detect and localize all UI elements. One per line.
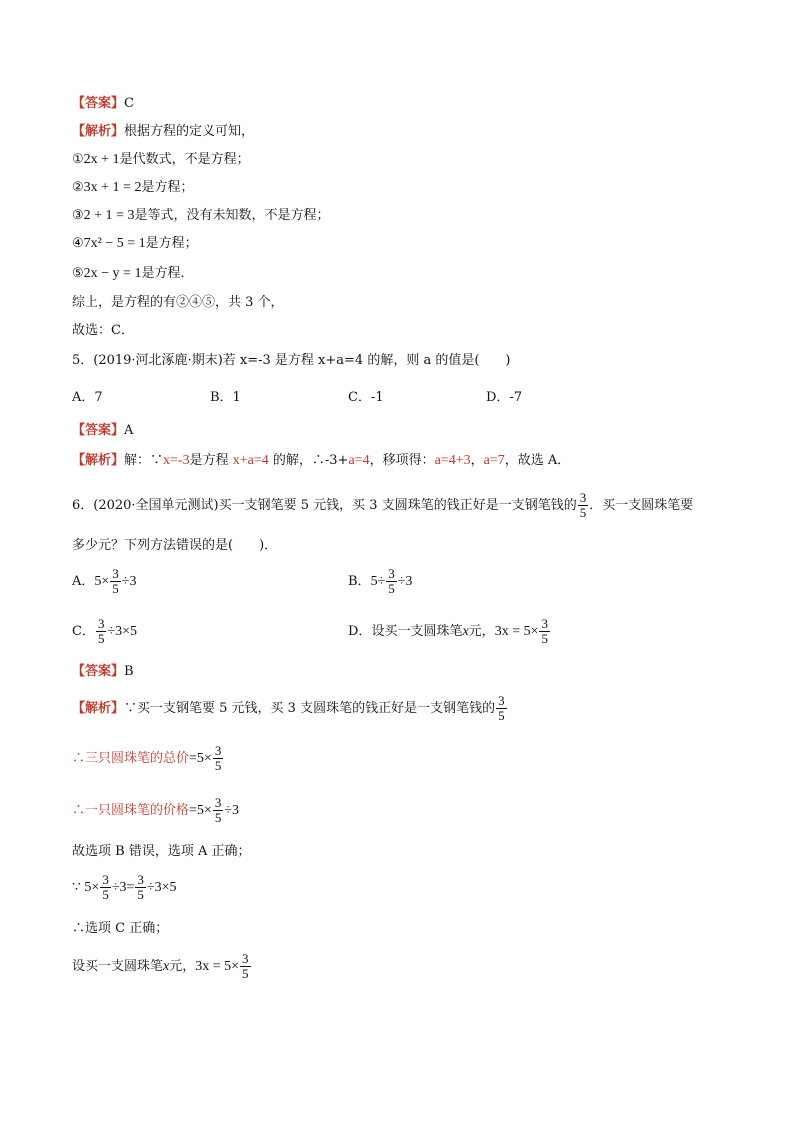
fraction <box>386 567 397 596</box>
item-text: 是代数式，不是方程； <box>119 152 250 167</box>
option-expr: ÷3 <box>397 574 413 589</box>
fraction <box>110 567 121 596</box>
analysis-expr: a=4 <box>348 453 370 468</box>
option-label: C． <box>72 624 95 639</box>
option-expr: 3x = 5× <box>494 624 539 639</box>
fraction-numerator: 3 <box>102 872 109 887</box>
fraction-numerator: 3 <box>242 951 249 966</box>
q6-option-d <box>348 615 551 649</box>
q5-answer-line <box>72 422 133 440</box>
item-text: 是方程． <box>141 266 194 281</box>
fraction <box>539 617 550 646</box>
analysis-expr: =5× <box>189 751 212 766</box>
q6-analysis-6: ∴选项 C 正确； <box>72 921 169 936</box>
analysis-text: 是方程 <box>189 453 233 468</box>
q4-answer-line <box>72 95 134 113</box>
item-marker: ④ <box>72 236 84 251</box>
analysis-expr: =5× <box>189 803 212 818</box>
fraction-numerator: 3 <box>498 693 505 708</box>
fraction-denominator: 5 <box>579 505 587 520</box>
q6-analysis-4: 故选项 B 错误，选项 A 正确； <box>72 844 251 859</box>
q6-analysis-2 <box>72 742 224 776</box>
fraction-numerator: 3 <box>388 566 395 581</box>
analysis-var: x <box>163 959 170 974</box>
fraction <box>213 744 224 773</box>
fraction-numerator: 3 <box>541 616 548 631</box>
answer-tag: 【答案】 <box>72 423 125 438</box>
fraction-numerator: 3 <box>97 616 105 631</box>
fraction-denominator: 5 <box>97 631 105 646</box>
fraction-denominator: 5 <box>102 887 109 902</box>
fraction-denominator: 5 <box>214 758 222 773</box>
option-expr: 5× <box>94 574 110 589</box>
q4-item-5 <box>72 265 193 283</box>
fraction <box>100 873 111 902</box>
item-expression: 2 + 1 = 3 <box>83 208 135 223</box>
option-text: 设买一支圆珠笔 <box>371 624 463 639</box>
analysis-text: 解：∵ <box>124 453 164 468</box>
answer-value: B <box>124 664 134 679</box>
item-expression: 2x − y = 1 <box>83 266 142 281</box>
analysis-text: ∴一只圆珠笔的价格 <box>72 803 190 818</box>
answer-tag: 【答案】 <box>72 664 125 679</box>
q4-item-1 <box>72 151 250 169</box>
q5-stem: 5．(2019·河北涿鹿·期末)若 x=-3 是方程 x+a=4 的解，则 a 的值是( ) <box>72 353 511 368</box>
analysis-expr: a=7 <box>483 453 505 468</box>
option-expr: ÷3×5 <box>107 624 138 639</box>
analysis-text: 设买一支圆珠笔 <box>72 959 164 974</box>
q5-option-c: C．-1 <box>348 390 384 405</box>
fraction-denominator: 5 <box>388 581 395 596</box>
analysis-intro-text: 根据方程的定义可知， <box>124 124 255 139</box>
analysis-text: 的解，∴-3+ <box>268 453 349 468</box>
fraction-denominator: 5 <box>541 631 548 646</box>
q6-stem-line1 <box>72 489 693 523</box>
q6-analysis-7 <box>72 950 252 984</box>
fraction-numerator: 3 <box>137 872 144 887</box>
fraction <box>96 617 107 646</box>
analysis-text: ，故选 A． <box>504 453 571 468</box>
analysis-expr: ÷3×5 <box>146 880 177 895</box>
item-expression: 7x² − 5 = 1 <box>83 236 146 251</box>
answer-value: C <box>124 96 134 111</box>
option-label: D． <box>348 624 372 639</box>
q5-option-d: D．-7 <box>486 390 523 405</box>
analysis-expr: ∵ 5× <box>72 880 100 895</box>
analysis-text: ，移项得： <box>369 453 435 468</box>
option-expr: ÷3 <box>121 574 137 589</box>
stem-text: ．买一支圆珠笔要 <box>589 498 694 513</box>
stem-text: 6．(2020·全国单元测试)买一支钢笔要 5 元钱，买 3 支圆珠笔的钱正好是一支钢笔钱的 <box>72 498 577 513</box>
analysis-text: 元， <box>169 959 196 974</box>
analysis-expr: 3x = 5× <box>195 959 240 974</box>
option-text: 元， <box>468 624 495 639</box>
analysis-expr: ÷3 <box>224 803 239 818</box>
q6-option-a <box>72 565 136 599</box>
option-label: A． <box>72 574 95 589</box>
analysis-text: ∴三只圆珠笔的总价 <box>72 751 190 766</box>
q4-item-2 <box>72 179 193 197</box>
fraction-numerator: 3 <box>112 566 119 581</box>
fraction <box>240 952 251 981</box>
q6-answer-line <box>72 663 134 681</box>
fraction <box>135 873 146 902</box>
q4-item-4 <box>72 235 198 253</box>
item-marker: ⑤ <box>72 266 84 281</box>
fraction-numerator: 3 <box>214 743 222 758</box>
q4-summary: 综上，是方程的有②④⑤，共 3 个， <box>72 295 284 310</box>
option-label: B． <box>348 574 371 589</box>
fraction-denominator: 5 <box>498 708 505 723</box>
q6-analysis-3 <box>72 794 239 828</box>
q4-analysis-intro <box>72 123 254 141</box>
item-expression: 3x + 1 = 2 <box>83 180 142 195</box>
q5-analysis-line <box>72 452 570 470</box>
item-marker: ② <box>72 180 84 195</box>
fraction-denominator: 5 <box>242 966 249 981</box>
q6-analysis-1 <box>72 692 508 726</box>
analysis-text: ， <box>470 453 484 468</box>
option-expr: 5÷ <box>370 574 386 589</box>
item-text: 是等式，没有未知数，不是方程； <box>134 208 330 223</box>
fraction <box>213 796 224 825</box>
analysis-expr: x+a=4 <box>232 453 269 468</box>
analysis-tag: 【解析】 <box>72 124 125 139</box>
q6-stem-line2: 多少元？下列方法错误的是( )． <box>72 538 278 553</box>
analysis-text: ∵买一支钢笔要 5 元钱，买 3 支圆珠笔的钱正好是一支钢笔钱的 <box>124 701 496 716</box>
item-marker: ③ <box>72 208 84 223</box>
analysis-tag: 【解析】 <box>72 701 125 716</box>
fraction-denominator: 5 <box>137 887 144 902</box>
fraction <box>496 694 507 723</box>
option-var: x <box>462 624 469 639</box>
q6-option-b <box>348 565 412 599</box>
item-marker: ① <box>72 152 84 167</box>
fraction-numerator: 3 <box>214 795 222 810</box>
analysis-expr: ÷3= <box>111 880 135 895</box>
fraction <box>578 491 589 520</box>
fraction-denominator: 5 <box>214 810 222 825</box>
answer-value: A <box>124 423 134 438</box>
q6-analysis-5 <box>72 871 177 905</box>
analysis-expr: a=4+3 <box>434 453 471 468</box>
analysis-expr: x=-3 <box>163 453 190 468</box>
item-text: 是方程； <box>141 180 194 195</box>
item-text: 是方程； <box>145 236 198 251</box>
q5-option-b: B．1 <box>210 390 241 405</box>
fraction-denominator: 5 <box>112 581 119 596</box>
q4-choice: 故选：C． <box>72 323 134 338</box>
analysis-tag: 【解析】 <box>72 453 125 468</box>
answer-tag: 【答案】 <box>72 96 125 111</box>
fraction-numerator: 3 <box>579 490 587 505</box>
q5-option-a: A．7 <box>72 390 103 405</box>
q4-item-3 <box>72 207 329 225</box>
item-expression: 2x + 1 <box>83 152 120 167</box>
q6-option-c <box>72 615 137 649</box>
